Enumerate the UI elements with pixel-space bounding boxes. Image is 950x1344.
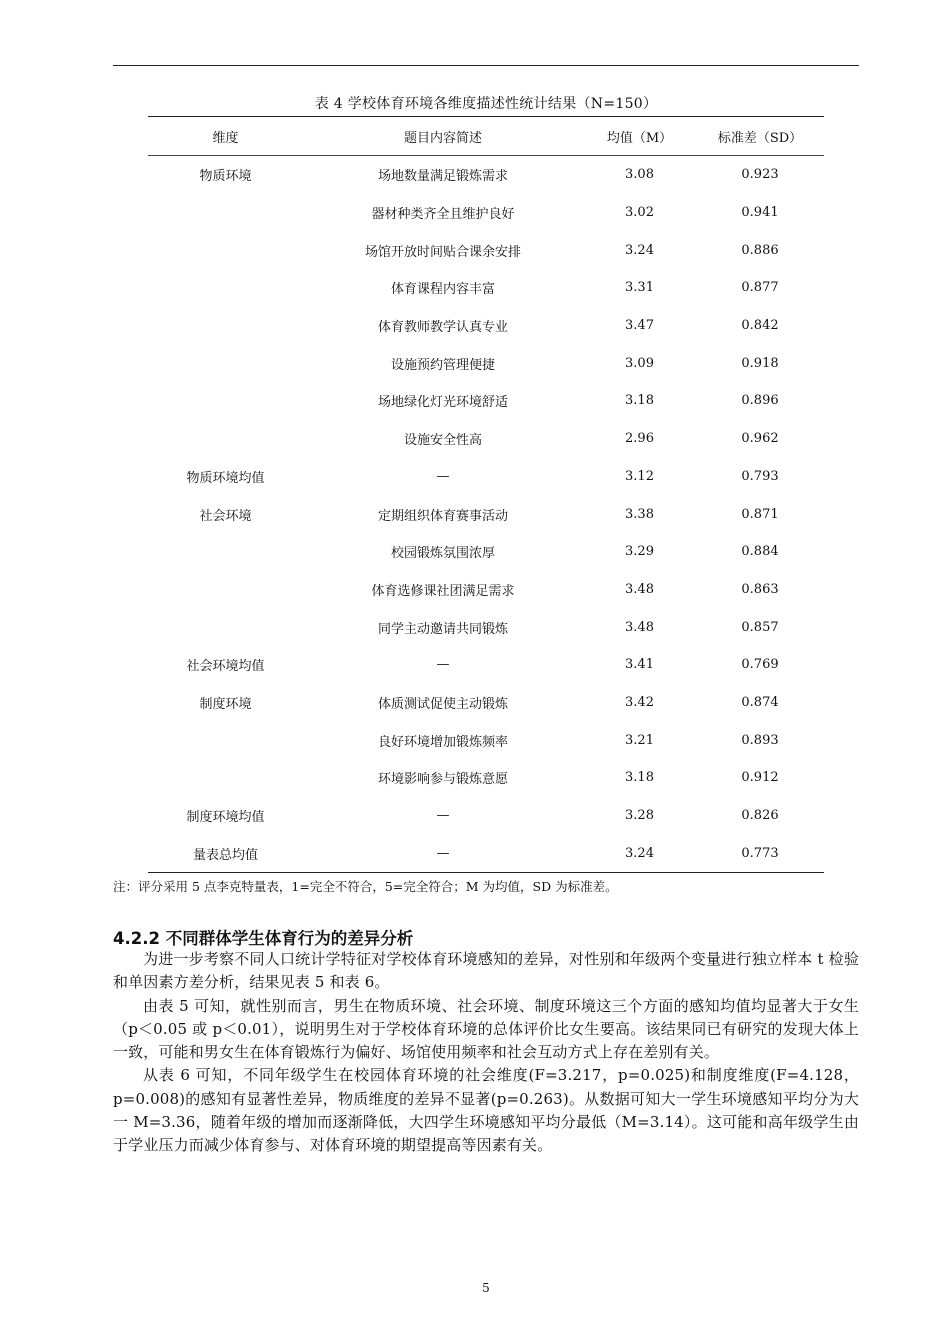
cell-sd: 0.857 — [741, 619, 779, 635]
cell-sd: 0.896 — [741, 393, 779, 409]
column-header-item: 题目内容简述 — [303, 117, 583, 156]
cell-mean: 3.31 — [625, 280, 654, 296]
cell-dimension — [148, 608, 303, 646]
table-row — [148, 571, 824, 609]
cell-item: 体育选修课社团满足需求 — [371, 583, 515, 599]
cell-mean: 3.21 — [625, 732, 654, 748]
table-row — [148, 382, 824, 420]
cell-dimension: 制度环境 — [199, 696, 252, 712]
cell-dimension — [148, 420, 303, 458]
table-row — [148, 344, 824, 382]
cell-item: 体质测试促使主动锻炼 — [377, 696, 508, 712]
cell-mean: 3.24 — [625, 242, 654, 258]
cell-mean: 3.18 — [625, 770, 654, 786]
cell-item: 同学主动邀请共同锻炼 — [377, 621, 508, 637]
cell-mean: 3.28 — [625, 808, 654, 824]
cell-item: 器材种类齐全且维护良好 — [371, 207, 515, 223]
table-row — [148, 533, 824, 571]
page-number: 5 — [482, 1281, 490, 1295]
table-header-row — [148, 117, 824, 156]
cell-sd: 0.826 — [741, 808, 779, 824]
cell-sd: 0.877 — [741, 280, 779, 296]
cell-dimension: 制度环境均值 — [186, 810, 265, 826]
cell-dimension — [148, 194, 303, 232]
cell-dimension — [148, 571, 303, 609]
table-row — [148, 797, 824, 835]
cell-sd: 0.923 — [741, 167, 779, 183]
table-row — [148, 646, 824, 684]
cell-sd: 0.962 — [741, 431, 779, 447]
cell-dimension: 物质环境 — [199, 169, 252, 185]
cell-mean: 3.48 — [625, 581, 654, 597]
table-row — [148, 420, 824, 458]
cell-sd: 0.863 — [741, 581, 779, 597]
cell-item: 设施安全性高 — [403, 433, 482, 449]
cell-item: — — [436, 808, 450, 824]
cell-dimension: 社会环境均值 — [186, 659, 265, 675]
cell-sd: 0.893 — [741, 732, 779, 748]
cell-mean: 3.48 — [625, 619, 654, 635]
cell-sd: 0.773 — [741, 845, 779, 861]
header-rule — [113, 65, 859, 66]
cell-dimension — [148, 721, 303, 759]
table-body — [148, 156, 824, 873]
cell-item: 设施预约管理便捷 — [390, 357, 495, 373]
table-row — [148, 307, 824, 345]
cell-sd: 0.871 — [741, 506, 779, 522]
cell-mean: 3.47 — [625, 318, 654, 334]
cell-dimension — [148, 231, 303, 269]
table-row — [148, 834, 824, 872]
table-caption: 表 4 学校体育环境各维度描述性统计结果（N=150） — [314, 96, 658, 112]
cell-mean: 3.42 — [625, 694, 654, 710]
cell-dimension — [148, 533, 303, 571]
cell-item: 环境影响参与锻炼意愿 — [377, 772, 508, 788]
column-header-dimension: 维度 — [148, 117, 303, 156]
cell-sd: 0.886 — [741, 242, 779, 258]
table-row — [148, 194, 824, 232]
column-header-sd: 标准差（SD） — [696, 117, 824, 156]
cell-mean: 3.24 — [625, 845, 654, 861]
cell-mean: 3.38 — [625, 506, 654, 522]
table-row — [148, 269, 824, 307]
cell-item: 场地绿化灯光环境舒适 — [377, 395, 508, 411]
cell-dimension — [148, 344, 303, 382]
paragraph: 由表 5 可知，就性别而言，男生在物质环境、社会环境、制度环境这三个方面的感知均值均显著大于女生（p＜0.05 或 p＜0.01），说明男生对于学校体育环境的总体评价比女生要高。该结果同已有研究的发现大体上一致，可能和男女生在体育锻炼行为偏好、场馆使用频率和社会互动方式上存在差别有关。 — [113, 996, 859, 1062]
cell-mean: 3.41 — [625, 657, 654, 673]
cell-dimension: 社会环境 — [199, 508, 252, 524]
table-row — [148, 458, 824, 496]
section-heading: 4.2.2 不同群体学生体育行为的差异分析 — [113, 929, 414, 948]
cell-dimension: 量表总均值 — [192, 847, 258, 863]
cell-mean: 3.02 — [625, 205, 654, 221]
cell-dimension — [148, 307, 303, 345]
table-row — [148, 156, 824, 194]
cell-item: — — [436, 657, 450, 673]
cell-dimension — [148, 759, 303, 797]
cell-sd: 0.918 — [741, 355, 779, 371]
cell-item: — — [436, 468, 450, 484]
cell-sd: 0.941 — [741, 205, 779, 221]
cell-dimension — [148, 269, 303, 307]
column-header-mean: 均值（M） — [583, 117, 696, 156]
cell-mean: 3.09 — [625, 355, 654, 371]
cell-item: 良好环境增加锻炼频率 — [377, 734, 508, 750]
cell-sd: 0.842 — [741, 318, 779, 334]
table-row — [148, 608, 824, 646]
cell-item: 校园锻炼氛围浓厚 — [390, 546, 495, 562]
cell-sd: 0.912 — [741, 770, 779, 786]
cell-item: 定期组织体育赛事活动 — [377, 508, 508, 524]
cell-sd: 0.874 — [741, 694, 779, 710]
table-row — [148, 495, 824, 533]
cell-mean: 3.12 — [625, 468, 654, 484]
table-row — [148, 759, 824, 797]
cell-sd: 0.769 — [741, 657, 779, 673]
table-note: 注：评分采用 5 点李克特量表，1=完全不符合，5=完全符合；M 为均值，SD 为标准差。 — [113, 879, 618, 894]
table-row — [148, 231, 824, 269]
cell-item: 场馆开放时间贴合课余安排 — [364, 244, 521, 260]
table-row — [148, 721, 824, 759]
cell-mean: 3.29 — [625, 544, 654, 560]
cell-mean: 3.18 — [625, 393, 654, 409]
body-text — [113, 948, 859, 1158]
cell-mean: 3.08 — [625, 167, 654, 183]
cell-item: 体育课程内容丰富 — [390, 282, 495, 298]
cell-item: 体育教师教学认真专业 — [377, 320, 508, 336]
paragraph: 为进一步考察不同人口统计学特征对学校体育环境感知的差异，对性别和年级两个变量进行独立样本 t 检验和单因素方差分析，结果见表 5 和表 6。 — [113, 950, 859, 992]
cell-dimension: 物质环境均值 — [186, 470, 265, 486]
table-row — [148, 684, 824, 722]
cell-item: — — [436, 845, 450, 861]
cell-dimension — [148, 382, 303, 420]
descriptive-stats-table — [148, 116, 824, 873]
cell-sd: 0.793 — [741, 468, 779, 484]
cell-sd: 0.884 — [741, 544, 779, 560]
paragraph: 从表 6 可知，不同年级学生在校园体育环境的社会维度(F=3.217，p=0.025)和制度维度(F=4.128，p=0.008)的感知有显著性差异，物质维度的差异不显著(p=0.263)。从数据可知大一学生环境感知平均分为大一 M=3.36，随着年级的增加而逐渐降低，大四学生环境感知平均分最低（M=3.14）。这可能和高年级学生由于学业压力而减少体育参与、对体育环境的期望提高等因素有关。 — [113, 1066, 859, 1155]
cell-mean: 2.96 — [625, 431, 654, 447]
cell-item: 场地数量满足锻炼需求 — [377, 169, 508, 185]
